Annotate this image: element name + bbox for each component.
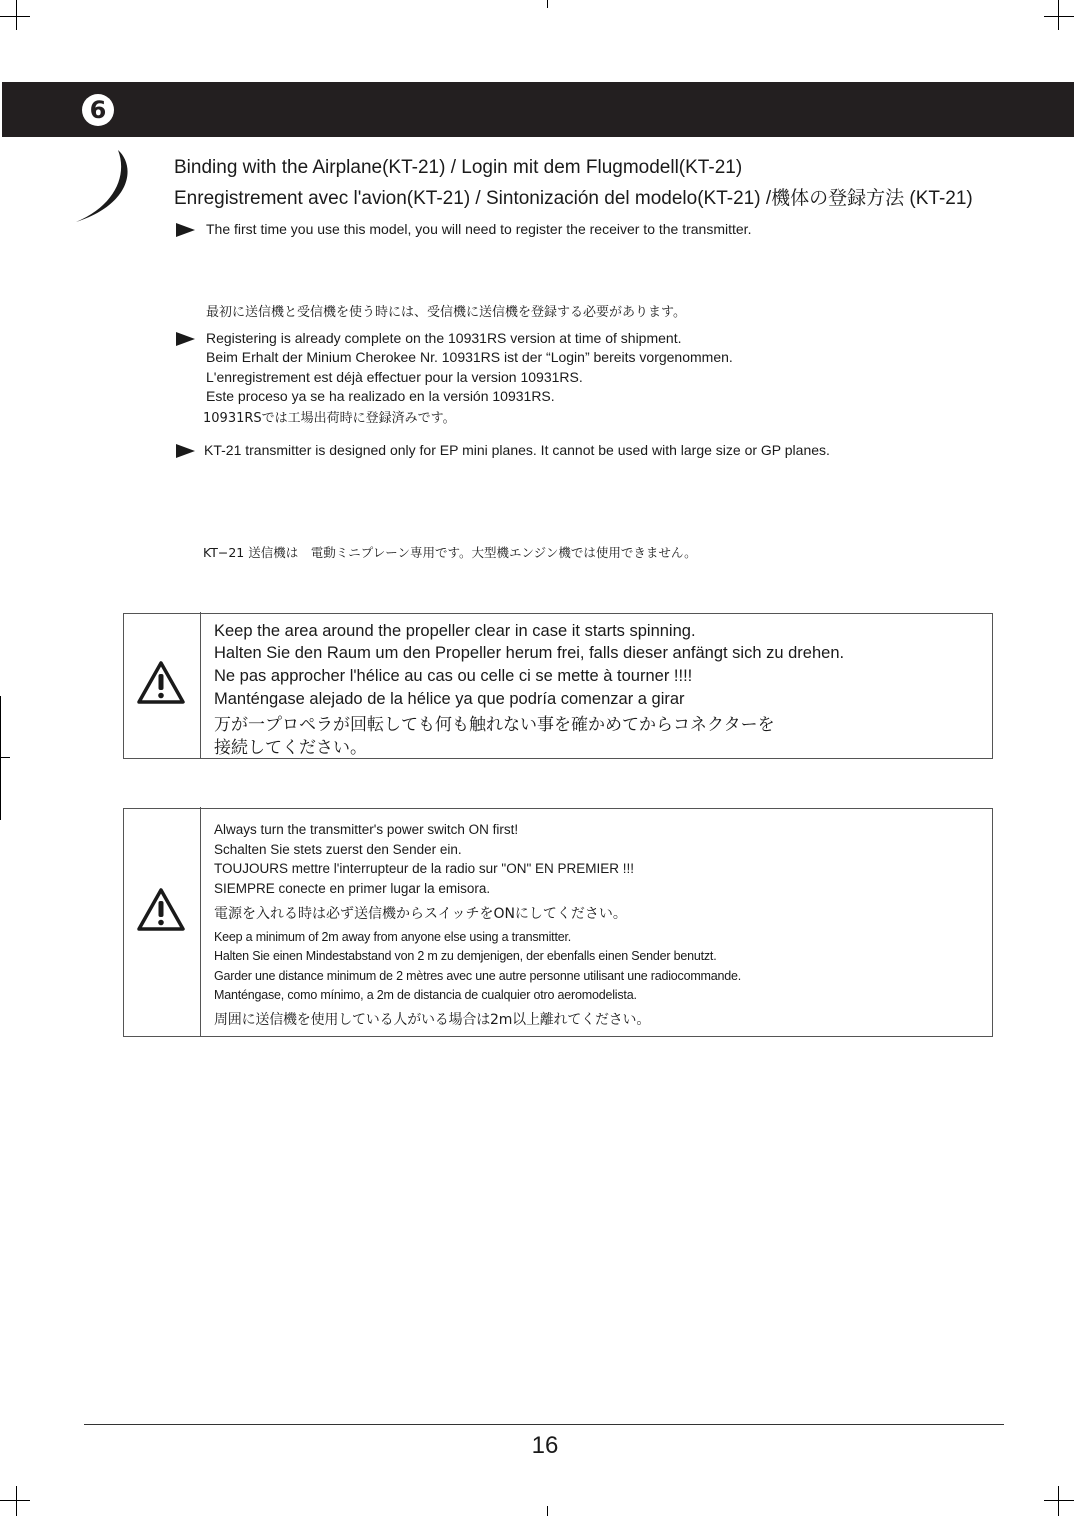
warning-line: TOUJOURS mettre l'interrupteur de la radio sur "ON" EN PREMIER !!!: [214, 861, 635, 876]
warning-line: Keep a minimum of 2m away from anyone else using a transmitter.: [214, 930, 572, 944]
registered-note-es: Este proceso ya se ha realizado en la versión 10931RS.: [206, 388, 555, 404]
bullet-arrow-icon: [176, 332, 195, 346]
warning-line: Ne pas approcher l'hélice au cas ou celle ci se mette à tourner !!!!: [214, 667, 693, 685]
warning-line: 周囲に送信機を使用している人がいる場合は2m以上離れてください。: [214, 1012, 651, 1028]
warning-line: 電源を入れる時は必ず送信機からスイッチをONにしてください。: [214, 906, 627, 922]
registered-note-de: Beim Erhalt der Minium Cherokee Nr. 10931RS ist der “Login” bereits vorgenommen.: [206, 349, 733, 365]
crop-mark: [16, 1486, 17, 1516]
warning-line: Manténgase, como mínimo, a 2m de distancia de cualquier otro aeromodelista.: [214, 988, 637, 1002]
section-number: 6: [82, 94, 114, 126]
registered-note-en: Registering is already complete on the 10931RS version at time of shipment.: [206, 330, 682, 346]
transmitter-note-jp: KT−21 送信機は 電動ミニプレーン専用です。大型機エンジン機では使用できません。: [203, 545, 697, 560]
footer-rule: [84, 1424, 1004, 1425]
warning-line: Manténgase alejado de la hélice ya que podría comenzar a girar: [214, 690, 685, 708]
bullet-arrow-icon: [176, 223, 195, 237]
crop-mark: [0, 16, 30, 17]
warning-triangle-icon: [136, 887, 186, 933]
warning-box-propeller: [123, 613, 993, 759]
warning-line: Garder une distance minimum de 2 mètres avec une autre personne utilisant une radiocommande.: [214, 969, 742, 983]
first-use-note-jp: 最初に送信機と受信機を使う時には、受信機に送信機を登録する必要があります。: [206, 305, 686, 320]
transmitter-note-en: KT-21 transmitter is designed only for EP mini planes. It cannot be used with large size or GP planes.: [204, 442, 830, 458]
crescent-decoration-icon: [70, 148, 150, 228]
warning-line: Halten Sie einen Mindestabstand von 2 m zu demjenigen, der ebenfalls einen Sender benutzt.: [214, 949, 717, 963]
section-header-bar: [2, 82, 1074, 137]
crop-mark: [0, 757, 10, 758]
registered-note-jp: 10931RSでは工場出荷時に登録済みです。: [203, 411, 456, 426]
warning-divider: [200, 612, 201, 758]
crop-mark: [1044, 1500, 1074, 1501]
warning-line: SIEMPRE conecte en primer lugar la emisora.: [214, 881, 491, 896]
warning-line: Schalten Sie stets zuerst den Sender ein.: [214, 842, 462, 857]
registered-note-fr: L'enregistrement est déjà effectuer pour la version 10931RS.: [206, 369, 583, 385]
warning-triangle-icon: [136, 660, 186, 706]
crop-mark: [0, 1500, 30, 1501]
warning-line: 接続してください。: [214, 738, 367, 758]
crop-mark: [547, 0, 548, 8]
crop-mark: [16, 0, 17, 30]
crop-mark: [1044, 16, 1074, 17]
warning-line: 万が一プロペラが回転しても何も触れない事を確かめてからコネクターを: [214, 715, 775, 735]
warning-line: Keep the area around the propeller clear in case it starts spinning.: [214, 622, 696, 640]
page-title-line-1: Binding with the Airplane(KT-21) / Login mit dem Flugmodell(KT-21): [174, 157, 743, 178]
warning-line: Halten Sie den Raum um den Propeller herum frei, falls dieser anfängt sich zu drehen.: [214, 644, 845, 662]
crop-mark: [1058, 0, 1059, 30]
page-title-line-2: Enregistrement avec l'avion(KT-21) / Sintonización del modelo(KT-21) /機体の登録方法 (KT-21): [174, 188, 973, 209]
page-number: 16: [531, 1432, 559, 1459]
warning-divider: [200, 807, 201, 1036]
crop-mark: [0, 696, 1, 820]
warning-line: Always turn the transmitter's power switch ON first!: [214, 822, 519, 837]
crop-mark: [547, 1506, 548, 1516]
bullet-arrow-icon: [176, 444, 195, 458]
crop-mark: [1058, 1486, 1059, 1516]
warning-box-transmitter: [123, 808, 993, 1037]
first-use-note: The first time you use this model, you will need to register the receiver to the transmitter.: [206, 221, 752, 237]
